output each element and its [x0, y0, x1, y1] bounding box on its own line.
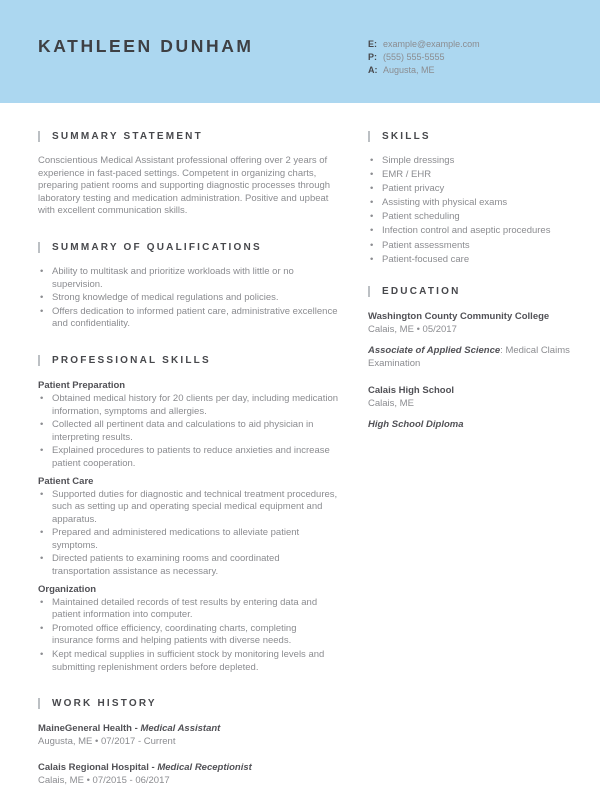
section-heading-row [368, 286, 573, 297]
school-meta: Calais, ME [368, 398, 414, 410]
group-title: Organization [38, 583, 97, 595]
job-separator: - [148, 762, 158, 774]
list-item: • Patient-focused care [370, 253, 470, 265]
skill-group-patient-preparation [38, 379, 340, 471]
bullet-icon: • [40, 527, 44, 539]
section-heading-row [368, 131, 573, 142]
contact-phone [368, 51, 480, 64]
work-history-section [38, 698, 340, 787]
section-heading-row [38, 355, 340, 366]
heading-bar-icon [38, 242, 40, 253]
left-column [38, 131, 340, 811]
degree-line [368, 345, 573, 370]
list-item: • Promoted office efficiency, coordinating charts, completing insurance forms and helping patients with diverse needs. [40, 622, 297, 647]
list-item: • Directed patients to examining rooms and coordinated transportation assistance as necessary. [40, 553, 280, 578]
list-item: • Simple dressings [370, 155, 455, 166]
bullet-icon: • [370, 253, 374, 265]
education-entry [368, 310, 573, 370]
section-heading-row [38, 131, 340, 142]
job-meta: Augusta, ME • 07/2017 - Current [38, 736, 176, 748]
job-entry [38, 761, 340, 787]
candidate-name: KATHLEEN DUNHAM [38, 36, 254, 56]
bullet-icon: • [40, 488, 44, 500]
heading-bar-icon [368, 286, 370, 297]
education-entry [368, 384, 573, 432]
job-role: Medical Assistant [140, 723, 221, 735]
email-label: E: [368, 39, 377, 49]
list-item: • Patient scheduling [370, 211, 460, 223]
list-item: • Strong knowledge of medical regulations and policies. [40, 292, 279, 304]
job-entry [38, 722, 340, 748]
bullet-icon: • [370, 169, 374, 181]
bullet-icon: • [40, 305, 44, 317]
job-company: Calais Regional Hospital [38, 762, 149, 774]
job-title [38, 761, 340, 774]
qualifications-section [38, 242, 340, 331]
list-item: • Patient privacy [370, 183, 445, 195]
professional-skills-heading: PROFESSIONAL SKILLS [52, 354, 211, 366]
section-heading-row [38, 698, 340, 709]
address-label: A: [368, 65, 378, 75]
degree-line [368, 419, 573, 432]
degree-name: Associate of Applied Science [368, 345, 501, 357]
bullet-icon: • [370, 155, 374, 166]
job-meta: Calais, ME • 07/2015 - 06/2017 [38, 775, 170, 787]
job-role: Medical Receptionist [157, 762, 252, 774]
list-item: • Obtained medical history for 20 clients per day, including medication information, symptoms and allergies. [40, 392, 339, 417]
header-band [0, 0, 600, 103]
right-column [368, 131, 573, 452]
list-item: • Prepared and administered medications to alleviate patient symptoms. [40, 527, 300, 551]
list-item: • Collected all pertinent data and calculations to aid physician in interpreting results. [40, 419, 314, 443]
bullet-icon: • [40, 622, 44, 634]
list-item: • Ability to multitask and prioritize workloads with little or no supervision. [40, 265, 294, 290]
list-item: • Explained procedures to patients to reduce anxieties and increase patient cooperation. [40, 445, 330, 469]
bullet-icon: • [40, 553, 44, 565]
group-title: Patient Care [38, 475, 94, 487]
summary-statement-heading: SUMMARY STATEMENT [52, 131, 203, 142]
heading-bar-icon [38, 131, 40, 142]
phone-value: (555) 555-5555 [383, 52, 445, 62]
list-item: • EMR / EHR [370, 169, 432, 181]
bullet-icon: • [40, 445, 44, 457]
contact-email [368, 38, 480, 51]
skill-group-patient-care [38, 475, 340, 579]
skill-group-organization [38, 583, 340, 675]
bullet-icon: • [370, 225, 374, 237]
list-item: • Patient assessments [370, 239, 470, 251]
job-title [38, 722, 340, 735]
bullet-icon: • [40, 596, 44, 608]
professional-skills-section [38, 355, 340, 674]
list-item: • Assisting with physical exams [370, 197, 508, 209]
degree-detail: : Medical Claims Examination [368, 345, 570, 369]
qualifications-heading: SUMMARY OF QUALIFICATIONS [52, 241, 262, 253]
phone-label: P: [368, 52, 377, 62]
list-item: • Infection control and aseptic procedures [370, 225, 551, 237]
job-company: MaineGeneral Health [38, 723, 132, 735]
list-item: • Kept medical supplies in sufficient stock by monitoring levels and submitting replenishment orders before depleted. [40, 649, 325, 673]
address-value: Augusta, ME [383, 65, 435, 75]
work-history-heading: WORK HISTORY [52, 698, 157, 710]
heading-bar-icon [368, 131, 370, 142]
list-item: • Maintained detailed records of test results by entering data and patient information into computer. [40, 596, 318, 621]
section-heading-row [38, 242, 340, 253]
job-separator: - [131, 723, 141, 735]
bullet-icon: • [40, 649, 44, 661]
skills-heading: SKILLS [382, 131, 431, 142]
bullet-icon: • [370, 197, 374, 209]
education-section [368, 286, 573, 432]
summary-statement-text: Conscientious Medical Assistant professional offering over 2 years of experience in fast-paced settings. Competent in organizing charts, preparing patient rooms and supporting diagnostic processes through laboratory testing and medication administration. Positive and upbeat with excellent communication skills. [38, 155, 331, 217]
bullet-icon: • [40, 419, 44, 431]
school-name: Washington County Community College [368, 311, 550, 323]
education-heading: EDUCATION [382, 286, 461, 298]
list-item: • Offers dedication to informed patient care, administrative excellence and confidentiality. [40, 305, 338, 330]
bullet-icon: • [40, 292, 44, 304]
contact-address [368, 64, 480, 77]
email-value: example@example.com [383, 39, 480, 49]
bullet-icon: • [40, 265, 44, 277]
bullet-icon: • [370, 211, 374, 223]
contact-block [368, 38, 480, 77]
school-name: Calais High School [368, 385, 455, 397]
school-meta: Calais, ME • 05/2017 [368, 324, 457, 336]
heading-bar-icon [38, 698, 40, 709]
summary-statement-section [38, 131, 340, 218]
group-title: Patient Preparation [38, 379, 126, 391]
bullet-icon: • [40, 392, 44, 404]
heading-bar-icon [38, 355, 40, 366]
degree-name: High School Diploma [368, 419, 464, 431]
bullet-icon: • [370, 239, 374, 251]
bullet-icon: • [370, 183, 374, 195]
list-item: • Supported duties for diagnostic and technical treatment procedures, such as setting up and operating special medical equipment and apparatus. [40, 488, 338, 525]
skills-section [368, 131, 573, 266]
